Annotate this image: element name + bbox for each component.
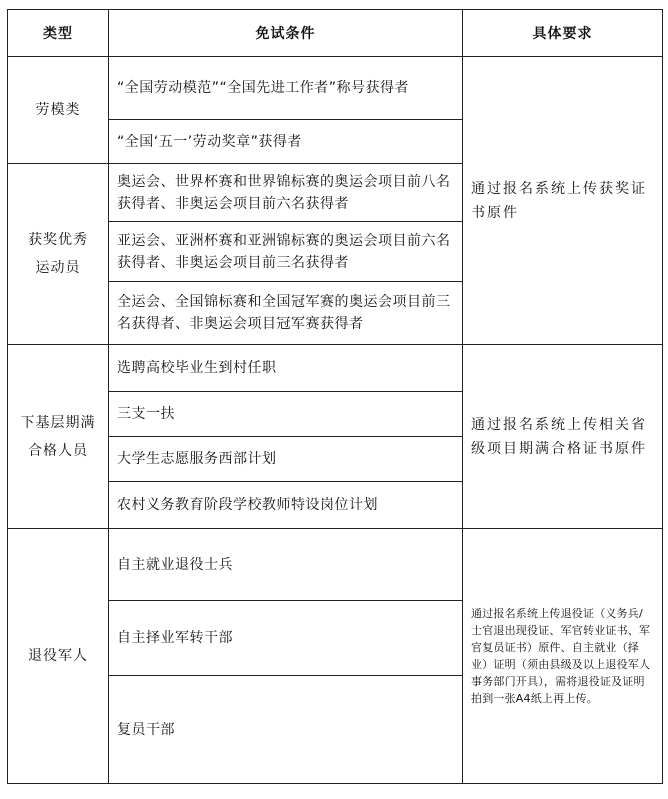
category-grassroots: 下基层期满合格人员 — [8, 345, 109, 529]
condition-cell: “全国‘五一’劳动奖章”获得者 — [109, 120, 463, 164]
condition-cell: 农村义务教育阶段学校教师特设岗位计划 — [109, 482, 463, 529]
condition-cell: 自主择业军转干部 — [109, 601, 463, 676]
table-row — [8, 529, 663, 601]
condition-cell: 亚运会、亚洲杯赛和亚洲锦标赛的奥运会项目前六名获得者、非奥运会项目前三名获得者 — [109, 222, 463, 282]
header-type: 类型 — [8, 10, 109, 57]
header-requirement: 具体要求 — [463, 10, 663, 57]
category-model-worker: 劳模类 — [8, 57, 109, 164]
condition-cell: “全国劳动模范”“全国先进工作者”称号获得者 — [109, 57, 463, 120]
table-header-row — [8, 10, 663, 57]
condition-cell: 奥运会、世界杯赛和世界锦标赛的奥运会项目前八名获得者、非奥运会项目前六名获得者 — [109, 164, 463, 222]
requirement-grassroots: 通过报名系统上传相关省级项目期满合格证书原件 — [463, 345, 663, 529]
condition-cell: 三支一扶 — [109, 392, 463, 437]
condition-cell: 大学生志愿服务西部计划 — [109, 437, 463, 482]
table-row — [8, 345, 663, 392]
category-veteran: 退役军人 — [8, 529, 109, 784]
requirement-award: 通过报名系统上传获奖证书原件 — [463, 57, 663, 345]
exemption-table — [7, 9, 663, 784]
category-athlete: 获奖优秀运动员 — [8, 164, 109, 345]
requirement-veteran: 通过报名系统上传退役证（义务兵/士官退出现役证、军官转业证书、军官复员证书）原件、自主就业（择业）证明（须由县级及以上退役军人事务部门开具），需将退役证及证明拍到一张A4纸上再上传。 — [463, 529, 663, 784]
table-row — [8, 57, 663, 120]
condition-cell: 选聘高校毕业生到村任职 — [109, 345, 463, 392]
condition-cell: 复员干部 — [109, 676, 463, 784]
condition-cell: 自主就业退役士兵 — [109, 529, 463, 601]
condition-cell: 全运会、全国锦标赛和全国冠军赛的奥运会项目前三名获得者、非奥运会项目冠军赛获得者 — [109, 282, 463, 345]
header-condition: 免试条件 — [109, 10, 463, 57]
